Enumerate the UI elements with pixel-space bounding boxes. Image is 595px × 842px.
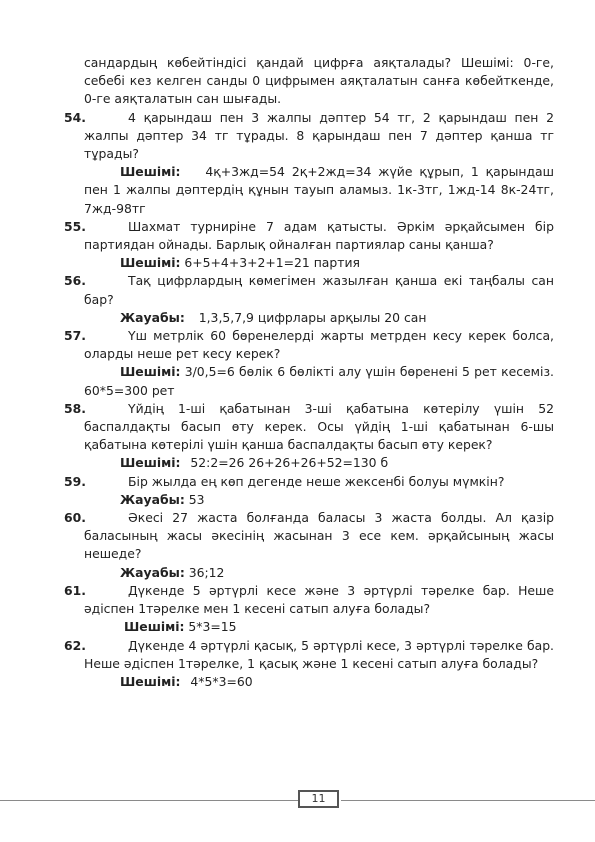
problem-text: Үйдің 1-ші қабатынан 3-ші қабатына көтерілу үшін 52 баспалдақты басып өту керек. Осы үйдің 1-ші қабатынан 6-шы қабатына көтерілі үшін қанша баспалдақты басып өту керек? [84, 400, 554, 453]
answer-line [84, 564, 554, 582]
problem-number: 56. [64, 273, 86, 289]
problem-number: 57. [64, 328, 86, 344]
problem-55 [64, 218, 554, 273]
answer-line [84, 163, 554, 218]
problem-text: 4 қарындаш пен 3 жалпы дәптер 54 тг, 2 қарындаш пен 2 жалпы дәптер 34 тг тұрады. 8 қарындаш пен 7 дәптер қанша тг тұрады? [84, 109, 554, 162]
answer-label: Шешімі: [120, 255, 181, 271]
answer-text: 3/0,5=6 бөлік 6 бөлікті алу үшін бөренені 5 рет кесеміз. 60*5=300 рет [84, 364, 554, 398]
problem-number: 62. [64, 637, 86, 653]
problem-text: Бір жылда ең көп дегенде неше жексенбі болуы мүмкін? [128, 473, 505, 489]
page-number: 11 [298, 790, 339, 808]
problem-58 [64, 400, 554, 473]
answer-line [84, 491, 554, 509]
answer-line [84, 309, 554, 327]
problem-54 [64, 109, 554, 218]
intro-paragraph [84, 54, 554, 109]
answer-label: Жауабы: [120, 309, 185, 325]
problem-number: 58. [64, 400, 86, 416]
problem-text: Шахмат турниріне 7 адам қатысты. Әркім әрқайсымен бір партиядан ойнады. Барлық ойналған партиялар саны қанша? [84, 218, 554, 253]
problem-text: Тақ цифрлардың көмегімен жазылған қанша екі таңбалы сан бар? [84, 273, 554, 307]
problem-text: Әкесі 27 жаста болғанда баласы 3 жаста болды. Ал қазір баласының жасы әкесінің жасынан 3 есе кем. әрқайсының жасы нешеде? [84, 510, 554, 562]
problem-number: 60. [64, 510, 86, 526]
page-content [64, 54, 554, 691]
answer-line [84, 454, 554, 472]
answer-text: 52:2=26 26+26+26+52=130 б [190, 455, 389, 471]
answer-text: 53 [188, 491, 205, 507]
problem-number: 55. [64, 218, 86, 234]
answer-line [84, 618, 554, 636]
problem-number: 54. [64, 109, 86, 125]
problem-number: 61. [64, 582, 86, 598]
answer-text: 1,3,5,7,9 цифрлары арқылы 20 сан [198, 309, 427, 325]
answer-text: 4қ+3жд=54 2қ+2жд=34 жүйе құрып, 1 қарындаш пен 1 жалпы дәптердің құнын тауып аламыз. 1к-3тг, 1жд-14 8к-24тг, 7жд-98тг [84, 164, 554, 216]
problem-61 [64, 582, 554, 637]
answer-text: 4*5*3=60 [190, 673, 253, 689]
answer-line [84, 363, 554, 399]
problem-57 [64, 327, 554, 400]
answer-text: 6+5+4+3+2+1=21 партия [184, 255, 360, 271]
answer-label: Шешімі: [120, 455, 181, 471]
answer-text: 36;12 [188, 564, 225, 580]
answer-label: Жауабы: [120, 564, 185, 580]
problem-text: Дүкенде 5 әртүрлі кесе және 3 әртүрлі тәрелке бар. Неше әдіспен 1тәрелке мен 1 кесені сатып алуға болады? [84, 582, 554, 617]
problem-60 [64, 509, 554, 582]
answer-label: Шешімі: [120, 164, 181, 180]
problem-text: Дүкенде 4 әртүрлі қасық, 5 әртүрлі кесе, 3 әртүрлі тәрелке бар. Неше әдіспен 1тәрелке, 1 қасық және 1 кесені сатып алуға болады? [84, 637, 554, 671]
problem-62 [64, 637, 554, 692]
answer-label: Шешімі: [120, 364, 181, 380]
intro-text: сандардың көбейтіндісі қандай цифрға аяқталады? Шешімі: 0-ге, себебі кез келген санды 0 цифрымен аяқталатын санға көбейткенде, 0-ге аяқталатын сан шығады. [84, 55, 554, 107]
answer-label: Шешімі: [124, 619, 185, 635]
problem-59 [64, 473, 554, 509]
answer-label: Жауабы: [120, 491, 185, 507]
answer-line [84, 254, 554, 272]
footer-rule-right [341, 800, 595, 801]
problem-text: Үш метрлік 60 бөренелерді жарты метрден кесу керек болса, оларды неше рет кесу керек? [84, 328, 554, 362]
footer-rule-left [0, 800, 298, 801]
answer-label: Шешімі: [120, 673, 181, 689]
problem-number: 59. [64, 473, 86, 489]
problem-56 [64, 272, 554, 327]
answer-text: 5*3=15 [188, 619, 237, 635]
answer-line [84, 673, 554, 691]
